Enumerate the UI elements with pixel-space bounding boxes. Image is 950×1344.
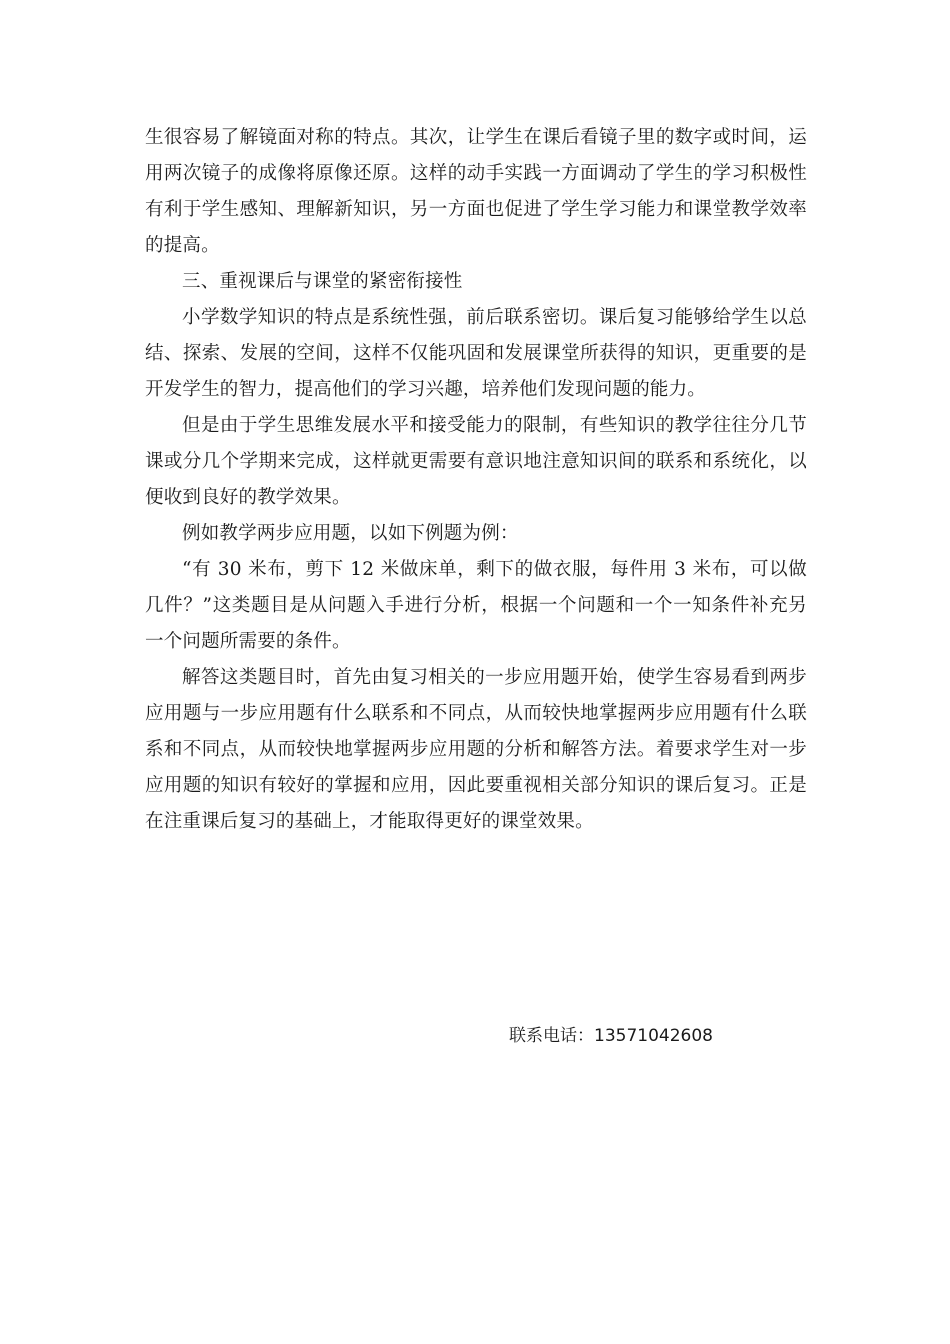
document-body <box>145 120 807 840</box>
contact-phone: 13571042608 <box>594 1026 713 1046</box>
paragraph: 小学数学知识的特点是系统性强，前后联系密切。课后复习能够给学生以总结、探索、发展的空间，这样不仅能巩固和发展课堂所获得的知识，更重要的是开发学生的智力，提高他们的学习兴趣，培养他们发现问题的能力。 <box>145 307 807 400</box>
contact-label: 联系电话： <box>509 1026 594 1046</box>
contact-line <box>509 1022 713 1050</box>
section-heading: 三、重视课后与课堂的紧密衔接性 <box>182 271 463 292</box>
paragraph: 解答这类题目时，首先由复习相关的一步应用题开始，使学生容易看到两步应用题与一步应用题有什么联系和不同点，从而较快地掌握两步应用题有什么联系和不同点，从而较快地掌握两步应用题的分析和解答方法。着要求学生对一步应用题的知识有较好的掌握和应用，因此要重视相关部分知识的课后复习。正是在注重课后复习的基础上，才能取得更好的课堂效果。 <box>145 667 807 832</box>
paragraph: 例如教学两步应用题，以如下例题为例： <box>182 523 519 544</box>
paragraph-continuation: 生很容易了解镜面对称的特点。其次，让学生在课后看镜子里的数字或时间，运用两次镜子的成像将原像还原。这样的动手实践一方面调动了学生的学习积极性有利于学生感知、理解新知识，另一方面也促进了学生学习能力和课堂教学效率的提高。 <box>145 127 807 256</box>
example-problem: “有 30 米布，剪下 12 米做床单，剩下的做衣服，每件用 3 米布，可以做几件？”这类题目是从问题入手进行分析，根据一个问题和一个一知条件补充另一个问题所需要的条件。 <box>145 559 807 652</box>
paragraph: 但是由于学生思维发展水平和接受能力的限制，有些知识的教学往往分几节课或分几个学期来完成，这样就更需要有意识地注意知识间的联系和系统化，以便收到良好的教学效果。 <box>145 415 807 508</box>
